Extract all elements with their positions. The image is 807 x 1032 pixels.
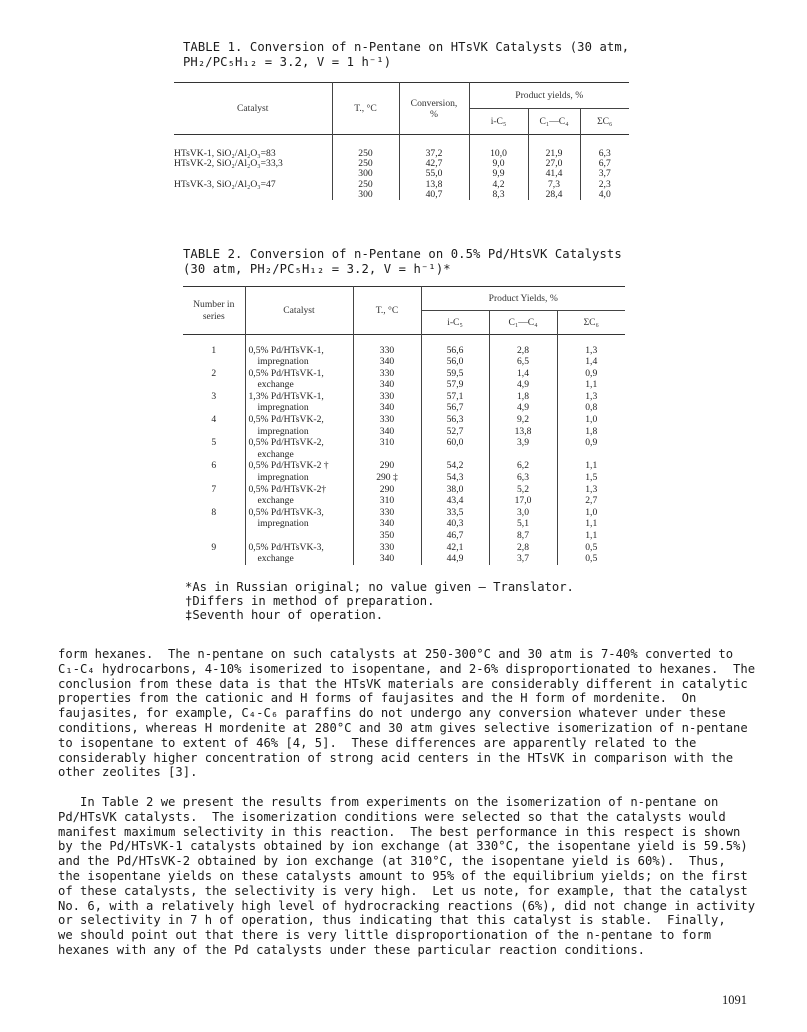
- t2-sumc6: 0,9: [585, 367, 598, 379]
- page-number: 1091: [722, 993, 747, 1007]
- text-line: conclusion from these data is that the HTsVK materials are considerably different in catalytic: [58, 676, 748, 691]
- t2-catalyst: 0,5% Pd/HTsVK-1,: [245, 368, 353, 380]
- table1-caption-line: PH₂/PC₅H₁₂ = 3.2, V = 1 h⁻¹): [183, 55, 392, 69]
- t2-c1c4: 3,7: [489, 553, 557, 565]
- t2-ic5: 56,6: [421, 345, 489, 357]
- table-row: [183, 507, 625, 519]
- t2-c1c4: 6,2: [489, 460, 557, 472]
- table-row: [183, 437, 625, 449]
- text-line: faujasites, for example, C₄-C₆ paraffins do not undergo any conversion whatever under these: [58, 706, 726, 721]
- t1-ic5: 4,2: [469, 179, 528, 190]
- t2-number: 2: [183, 368, 245, 380]
- t1-catalyst: HTsVK-3, SiO₂/Al₂O₃=47: [174, 179, 332, 190]
- text-line: of these catalysts, the selectivity is very high. Let us note, for example, that the catalyst: [58, 883, 748, 898]
- body-paragraph-2: [58, 795, 766, 958]
- t2-sumc6: 1,3: [585, 390, 598, 402]
- t1-temp: 300: [332, 169, 399, 179]
- t1-temp: 250: [332, 159, 399, 169]
- table-row: [183, 449, 625, 461]
- t2-temp: 340: [353, 426, 421, 438]
- t2-sumc6: 0,5: [585, 553, 598, 565]
- t2-number: 5: [183, 437, 245, 449]
- t1-header-conversion: Conversion, %: [399, 83, 469, 135]
- t1-sumc6: 3,7: [598, 167, 611, 179]
- t2-c1c4: 1,8: [489, 391, 557, 403]
- t2-header-product-yields: Product Yields, %: [421, 287, 625, 311]
- t2-sumc6: 1,0: [585, 414, 598, 426]
- text-line: conditions, whereas H mordenite at 280°C and 30 atm gives selective isomerization of n-pentane: [58, 720, 748, 735]
- footnote: *As in Russian original; no value given — Translator.: [185, 580, 574, 594]
- t2-c1c4: 1,4: [489, 368, 557, 380]
- t2-sumc6: 0,8: [585, 402, 598, 414]
- t2-number: [183, 530, 245, 542]
- t2-temp: 310: [353, 437, 421, 449]
- table2-caption-line: (30 atm, PH₂/PC₅H₁₂ = 3.2, V = h⁻¹)*: [183, 262, 451, 276]
- t1-c1c4: 28,4: [528, 190, 580, 200]
- t2-number: [183, 518, 245, 530]
- table2-caption-line: TABLE 2. Conversion of n-Pentane on 0.5% Pd/HtsVK Catalysts: [183, 247, 622, 261]
- table-row: [183, 426, 625, 438]
- t2-ic5: 42,1: [421, 542, 489, 554]
- table-row: [174, 159, 629, 169]
- table1-caption: [183, 40, 629, 70]
- t2-sumc6: 1,1: [585, 460, 598, 472]
- t2-number: 3: [183, 391, 245, 403]
- t1-c1c4: 27,0: [528, 159, 580, 169]
- t2-temp: 340: [353, 553, 421, 565]
- t2-sumc6: 1,0: [585, 506, 598, 518]
- t2-temp: 350: [353, 530, 421, 542]
- t2-catalyst: 0,5% Pd/HTsVK-2†: [245, 484, 353, 496]
- t2-ic5: 56,3: [421, 414, 489, 426]
- table2: [183, 286, 625, 565]
- table-row: [183, 530, 625, 542]
- t2-temp: 330: [353, 414, 421, 426]
- t2-number: 1: [183, 345, 245, 357]
- t1-sumc6: 2,3: [598, 178, 611, 190]
- table-row: [183, 460, 625, 472]
- table-row: [183, 402, 625, 414]
- table-row: [183, 379, 625, 391]
- t1-catalyst: [174, 190, 332, 200]
- t2-temp: 340: [353, 402, 421, 414]
- t2-catalyst: exchange: [245, 553, 353, 565]
- t2-catalyst: 1,3% Pd/HTsVK-1,: [245, 391, 353, 403]
- t2-catalyst: exchange: [245, 495, 353, 507]
- text-line: form hexanes. The n-pentane on such catalysts at 250-300°C and 30 atm is 7-40% converted to: [58, 647, 734, 661]
- t2-c1c4: 4,9: [489, 379, 557, 391]
- t2-ic5: [421, 449, 489, 461]
- t2-catalyst: impregnation: [245, 426, 353, 438]
- t1-c1c4: 7,3: [528, 179, 580, 190]
- t2-ic5: 40,3: [421, 518, 489, 530]
- table-row: [174, 190, 629, 200]
- t1-ic5: 8,3: [469, 190, 528, 200]
- text-line: to isopentane to extent of 46% [4, 5]. These differences are apparently related to the: [58, 735, 697, 750]
- t2-temp: 330: [353, 345, 421, 357]
- text-line: considerably higher concentration of strong acid centers in the HTsVK in comparison with the: [58, 750, 734, 765]
- table-row: [183, 391, 625, 403]
- footnote: ‡Seventh hour of operation.: [185, 608, 384, 622]
- footnote: †Differs in method of preparation.: [185, 594, 435, 608]
- t1-sumc6: 6,3: [598, 147, 611, 159]
- text-line: hexanes with any of the Pd catalysts under these particular reaction conditions.: [58, 942, 645, 957]
- table1: [174, 82, 629, 200]
- t2-ic5: 33,5: [421, 507, 489, 519]
- t2-catalyst: impregnation: [245, 472, 353, 484]
- t1-ic5: 9,0: [469, 159, 528, 169]
- t2-c1c4: 3,9: [489, 437, 557, 449]
- t2-c1c4: 8,7: [489, 530, 557, 542]
- t2-number: 6: [183, 460, 245, 472]
- table-row: [183, 345, 625, 357]
- t2-c1c4: 4,9: [489, 402, 557, 414]
- t2-catalyst: 0,5% Pd/HTsVK-1,: [245, 345, 353, 357]
- t2-ic5: 57,9: [421, 379, 489, 391]
- t2-c1c4: 9,2: [489, 414, 557, 426]
- t2-number: 8: [183, 507, 245, 519]
- text-line: other zeolites [3].: [58, 765, 198, 780]
- t2-c1c4: 2,8: [489, 345, 557, 357]
- text-line: or selectivity in 7 h of operation, thus indicating that this catalyst is stable. Finally,: [58, 913, 726, 928]
- t2-temp: 340: [353, 356, 421, 368]
- table2-caption: [183, 247, 622, 277]
- t2-sumc6: [557, 449, 625, 461]
- text-line: we should point out that there is very little disproportionation of the n-pentane to form: [58, 928, 712, 943]
- t2-ic5: 56,0: [421, 356, 489, 368]
- t2-c1c4: 6,5: [489, 356, 557, 368]
- t2-temp: 310: [353, 495, 421, 507]
- t2-ic5: 54,2: [421, 460, 489, 472]
- text-line: and the Pd/HTsVK-2 obtained by ion exchange (at 310°C, the isopentane yield is 60%). Thus,: [58, 854, 726, 869]
- t1-conversion: 40,7: [399, 190, 469, 200]
- table-row: [174, 179, 629, 190]
- t1-conversion: 55,0: [399, 169, 469, 179]
- t2-sumc6: 1,3: [585, 483, 598, 495]
- t2-number: [183, 402, 245, 414]
- table-row: [183, 472, 625, 484]
- t1-header-sumc6: ΣC₆: [597, 116, 613, 127]
- t2-header-temp: T., °C: [353, 287, 421, 335]
- t2-temp: 290: [353, 460, 421, 472]
- t1-header-product-yields: Product yields, %: [469, 83, 629, 109]
- t1-conversion: 37,2: [399, 149, 469, 159]
- t2-temp: 340: [353, 518, 421, 530]
- text-line: by the Pd/HTsVK-1 catalysts obtained by ion exchange (at 330°C, the isopentane yield is 59.5%): [58, 839, 748, 854]
- t2-sumc6: 1,1: [585, 379, 598, 391]
- t2-header-sumc6: ΣC₆: [583, 317, 599, 328]
- t2-ic5: 57,1: [421, 391, 489, 403]
- t2-temp: 330: [353, 368, 421, 380]
- table-row: [174, 169, 629, 179]
- t2-header-c1c4: C₁—C₄: [489, 311, 557, 335]
- t2-catalyst: 0,5% Pd/HTsVK-3,: [245, 542, 353, 554]
- t2-ic5: 44,9: [421, 553, 489, 565]
- t2-number: [183, 449, 245, 461]
- t2-c1c4: 13,8: [489, 426, 557, 438]
- t2-sumc6: 1,4: [585, 356, 598, 368]
- t2-catalyst: 0,5% Pd/HTsVK-2 †: [245, 460, 353, 472]
- t1-ic5: 9,9: [469, 169, 528, 179]
- footnotes: [185, 580, 574, 622]
- t2-catalyst: exchange: [245, 379, 353, 391]
- text-line: C₁-C₄ hydrocarbons, 4-10% isomerized to isopentane, and 2-6% disproportionated to hexanes. The: [58, 661, 756, 676]
- t2-temp: 330: [353, 507, 421, 519]
- t1-header-catalyst: Catalyst: [174, 83, 332, 135]
- table-row: [183, 368, 625, 380]
- t1-conversion: 42,7: [399, 159, 469, 169]
- t2-temp: 330: [353, 391, 421, 403]
- t2-sumc6: 1,1: [585, 518, 598, 530]
- t1-catalyst: HTsVK-2, SiO₂/Al₂O₃=33,3: [174, 159, 332, 169]
- t2-c1c4: 5,2: [489, 484, 557, 496]
- text-line: manifest maximum selectivity in this reaction. The best performance in this respect is shown: [58, 824, 741, 839]
- t1-header-c1c4: C₁—C₄: [528, 109, 580, 135]
- t1-sumc6: 4,0: [598, 188, 611, 200]
- t2-sumc6: 0,5: [585, 541, 598, 553]
- t2-header-catalyst: Catalyst: [245, 287, 353, 335]
- t1-c1c4: 21,9: [528, 149, 580, 159]
- t2-catalyst: impregnation: [245, 518, 353, 530]
- table-row: [183, 484, 625, 496]
- text-line: In Table 2 we present the results from experiments on the isomerization of n-pentane on: [58, 795, 719, 809]
- table-row: [183, 495, 625, 507]
- table-row: [183, 414, 625, 426]
- t2-header-number: Number in series: [183, 287, 245, 335]
- t2-sumc6: 0,9: [585, 437, 598, 449]
- t1-temp: 300: [332, 190, 399, 200]
- t2-temp: 290 ‡: [353, 472, 421, 484]
- t1-sumc6: 6,7: [598, 157, 611, 169]
- table1-caption-line: TABLE 1. Conversion of n-Pentane on HTsVK Catalysts (30 atm,: [183, 40, 630, 54]
- t2-ic5: 46,7: [421, 530, 489, 542]
- t1-temp: 250: [332, 179, 399, 190]
- t2-number: [183, 426, 245, 438]
- t1-ic5: 10,0: [469, 149, 528, 159]
- t2-number: [183, 495, 245, 507]
- t1-catalyst: [174, 169, 332, 179]
- table-row: [183, 553, 625, 565]
- t1-c1c4: 41,4: [528, 169, 580, 179]
- t2-catalyst: impregnation: [245, 402, 353, 414]
- t2-c1c4: 17,0: [489, 495, 557, 507]
- t2-sumc6: 2,7: [585, 495, 598, 507]
- t2-ic5: 56,7: [421, 402, 489, 414]
- t2-number: [183, 379, 245, 391]
- t2-catalyst: 0,5% Pd/HTsVK-2,: [245, 437, 353, 449]
- t2-ic5: 38,0: [421, 484, 489, 496]
- t2-c1c4: 6,3: [489, 472, 557, 484]
- t2-ic5: 60,0: [421, 437, 489, 449]
- t2-number: [183, 356, 245, 368]
- t2-temp: 340: [353, 379, 421, 391]
- t2-c1c4: 5,1: [489, 518, 557, 530]
- text-line: properties from the cationic and H forms of faujasites and the H form of mordenite. On: [58, 691, 697, 706]
- table-row: [183, 542, 625, 554]
- table-row: [174, 149, 629, 159]
- text-line: the isopentane yields on these catalysts amount to 95% of the equilibrium yields; on the first: [58, 868, 748, 883]
- text-line: Pd/HTsVK catalysts. The isomerization conditions were selected so that the catalysts would: [58, 809, 726, 824]
- t2-sumc6: 1,5: [585, 472, 598, 484]
- t2-number: [183, 553, 245, 565]
- t2-catalyst: exchange: [245, 449, 353, 461]
- t2-body: [183, 345, 625, 565]
- t2-c1c4: [489, 449, 557, 461]
- t1-conversion: 13,8: [399, 179, 469, 190]
- table-row: [183, 518, 625, 530]
- t2-ic5: 43,4: [421, 495, 489, 507]
- t2-number: 7: [183, 484, 245, 496]
- t2-catalyst: 0,5% Pd/HTsVK-3,: [245, 507, 353, 519]
- t2-header-ic5: i-C₅: [421, 311, 489, 335]
- t2-sumc6: 1,8: [585, 425, 598, 437]
- t1-header-temp: T., °C: [332, 83, 399, 135]
- t2-sumc6: 1,1: [585, 530, 598, 541]
- t2-number: 9: [183, 542, 245, 554]
- table-row: [183, 356, 625, 368]
- t2-number: 4: [183, 414, 245, 426]
- t2-c1c4: 2,8: [489, 542, 557, 554]
- t2-temp: [353, 449, 421, 461]
- t2-number: [183, 472, 245, 484]
- body-paragraph-1: [58, 647, 766, 780]
- t2-temp: 290: [353, 484, 421, 496]
- t1-catalyst: HTsVK-1, SiO₂/Al₂O₃=83: [174, 149, 332, 159]
- t2-sumc6: 1,3: [585, 344, 598, 356]
- t2-ic5: 54,3: [421, 472, 489, 484]
- t2-ic5: 52,7: [421, 426, 489, 438]
- t1-temp: 250: [332, 149, 399, 159]
- t2-temp: 330: [353, 542, 421, 554]
- t2-catalyst: [245, 530, 353, 542]
- t1-header-ic5: i-C₅: [469, 109, 528, 135]
- text-line: No. 6, with a relatively high level of hydrocracking reactions (6%), did not change in activity: [58, 898, 756, 913]
- t2-c1c4: 3,0: [489, 507, 557, 519]
- t2-catalyst: 0,5% Pd/HTsVK-2,: [245, 414, 353, 426]
- t2-catalyst: impregnation: [245, 356, 353, 368]
- t2-ic5: 59,5: [421, 368, 489, 380]
